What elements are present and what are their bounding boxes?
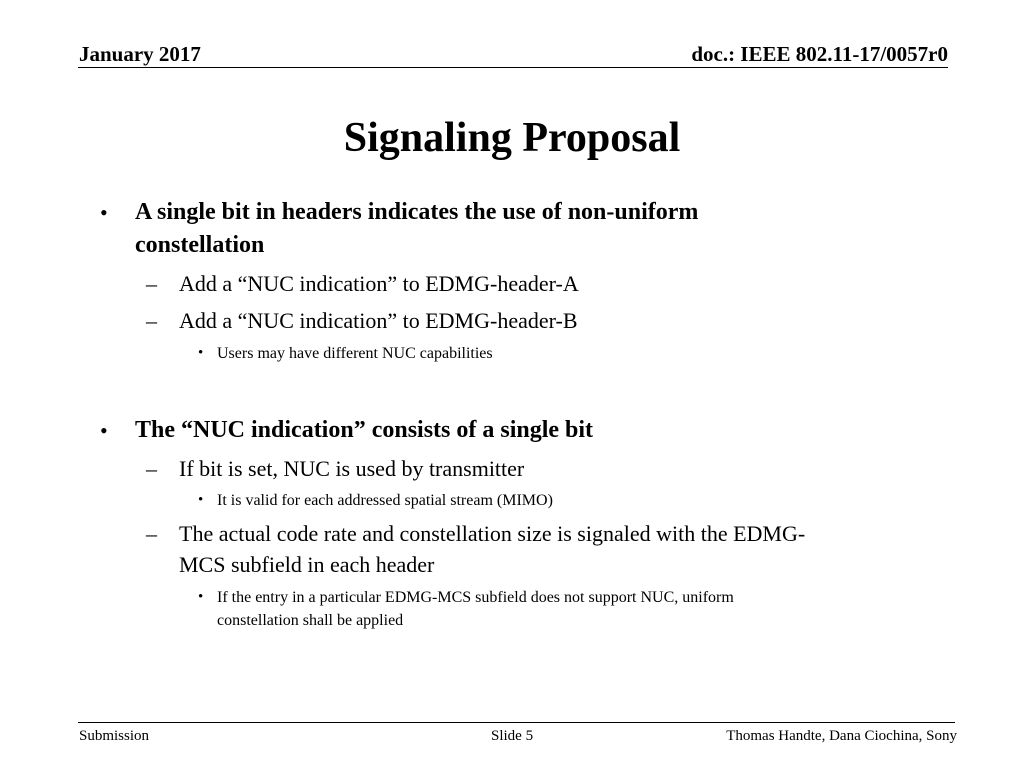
bullet-2-sub-2-line-1: The actual code rate and constellation size is signaled with the EDMG- (179, 521, 806, 546)
bullet-1-sub-1: Add a “NUC indication” to EDMG-header-A (179, 271, 579, 296)
bullet-2-sub-2-line-2: MCS subfield in each header (179, 552, 435, 577)
bullet-2-sub-2-sub-1-line-2: constellation shall be applied (217, 612, 404, 629)
bullet-marker: • (198, 345, 204, 361)
bullet-marker: • (100, 418, 108, 443)
footer-slide-number: Slide 5 (491, 728, 534, 744)
bullet-marker: • (100, 200, 108, 225)
dash-marker: – (146, 308, 157, 333)
bullet-2-sub-2-sub-1-line-1: If the entry in a particular EDMG-MCS subfield does not support NUC, uniform (217, 589, 734, 606)
bullet-2-sub-1: If bit is set, NUC is used by transmitter (179, 456, 525, 481)
bullet-1-line-1: A single bit in headers indicates the use of non-uniform (135, 199, 699, 225)
bullet-2-sub-1-sub-1: It is valid for each addressed spatial stream (MIMO) (217, 492, 553, 509)
dash-marker: – (146, 521, 157, 546)
footer-authors: Thomas Handte, Dana Ciochina, Sony (726, 728, 957, 744)
header-doc-id: doc.: IEEE 802.11-17/0057r0 (691, 42, 948, 66)
bullet-2-line-1: The “NUC indication” consists of a single bit (135, 417, 594, 443)
slide-title: Signaling Proposal (343, 115, 681, 161)
bullet-1-sub-2-sub-1: Users may have different NUC capabilities (217, 345, 493, 362)
dash-marker: – (146, 271, 157, 296)
footer-rule (78, 722, 955, 723)
bullet-1-line-2: constellation (135, 232, 265, 258)
dash-marker: – (146, 456, 157, 481)
bullet-1-sub-2: Add a “NUC indication” to EDMG-header-B (179, 308, 578, 333)
header-date: January 2017 (79, 42, 201, 66)
footer-submission: Submission (79, 728, 150, 744)
bullet-marker: • (198, 589, 204, 605)
bullet-marker: • (198, 492, 204, 508)
